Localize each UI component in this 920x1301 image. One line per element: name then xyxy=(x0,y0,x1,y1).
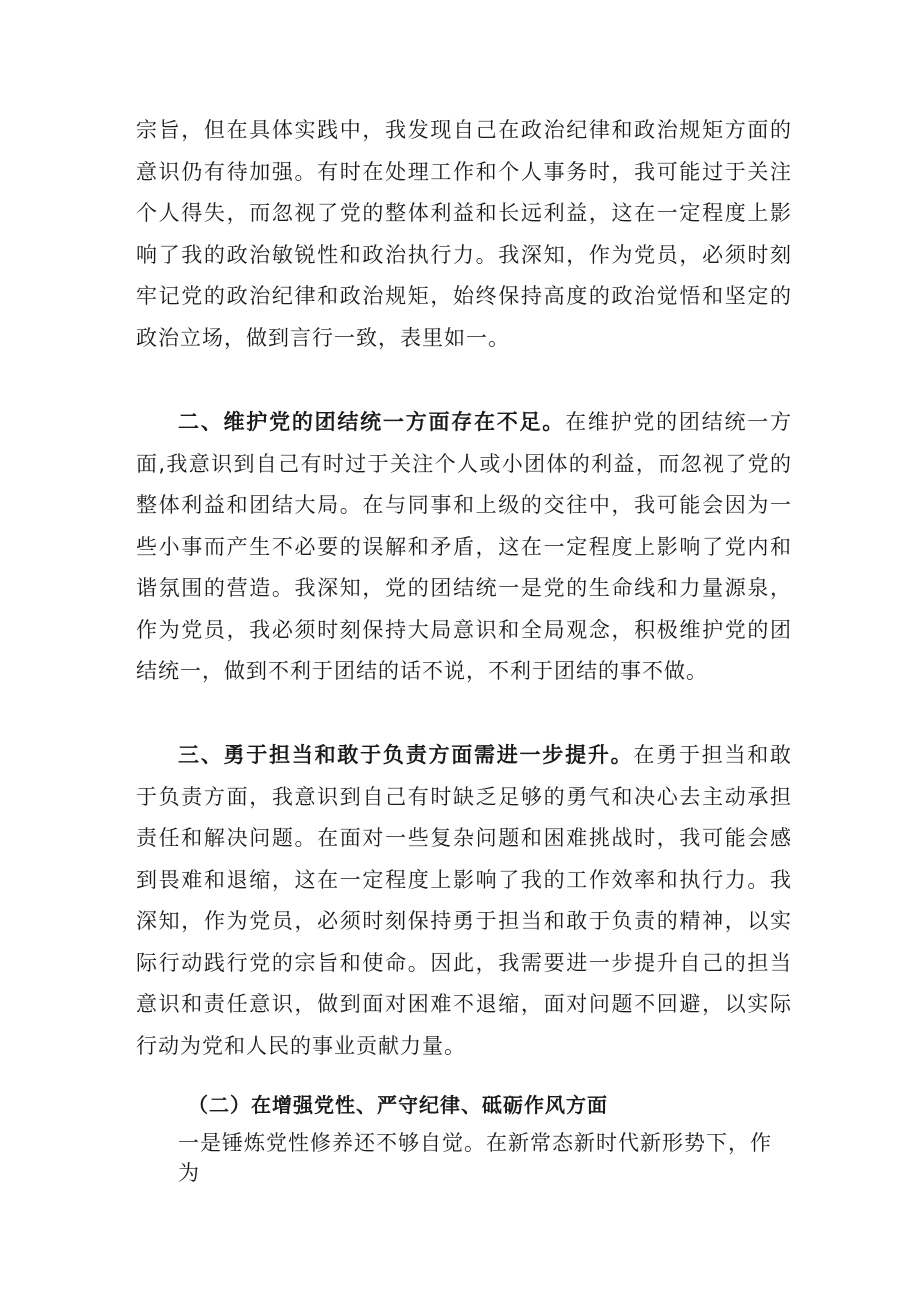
paragraph-2-text: 在维护党的团结统一方面,我意识到自己有时过于关注个人或小团体的利益，而忽视了党的整体利益和团结大局。在与同事和上级的交往中，我可能会因为一些小事而产生不必要的误解和矛盾，这在一定程度上影响了党内和谐氛围的营造。我深知，党的团结统一是党的生命线和力量源泉，作为党员，我必须时刻保持大局意识和全局观念，积极维护党的团结统一，做到不利于团结的话不说，不利于团结的事不做。 xyxy=(136,410,793,683)
paragraph-2 xyxy=(136,402,792,693)
paragraph-3 xyxy=(136,735,792,1067)
paragraph-2-heading: 二、维护党的团结统一方面存在不足。 xyxy=(178,410,566,434)
paragraph-1 xyxy=(136,110,792,359)
paragraph-3-text: 在勇于担当和敢于负责方面，我意识到自己有时缺乏足够的勇气和决心去主动承担责任和解决问题。在面对一些复杂问题和困难挑战时，我可能会感到畏难和退缩，这在一定程度上影响了我的工作效率和执行力。我深知，作为党员，必须时刻保持勇于担当和敢于负责的精神，以实际行动践行党的宗旨和使命。因此，我需要进一步提升自己的担当意识和责任意识，做到面对困难不退缩，面对问题不回避，以实际行动为党和人民的事业贡献力量。 xyxy=(136,743,793,1058)
paragraph-3-heading: 三、勇于担当和敢于负责方面需进一步提升。 xyxy=(178,743,634,767)
last-paragraph: 一是锤炼党性修养还不够自觉。在新常态新时代新形势下，作为 xyxy=(178,1131,772,1185)
paragraph-2-body xyxy=(136,402,792,693)
paragraph-3-body xyxy=(136,735,792,1067)
paragraph-1-text: 宗旨，但在具体实践中，我发现自己在政治纪律和政治规矩方面的意识仍有待加强。有时在处理工作和个人事务时，我可能过于关注个人得失，而忽视了党的整体利益和长远利益，这在一定程度上影响了我的政治敏锐性和政治执行力。我深知，作为党员，必须时刻牢记党的政治纪律和政治规矩，始终保持高度的政治觉悟和坚定的政治立场，做到言行一致，表里如一。 xyxy=(136,118,792,350)
section-heading: （二）在增强党性、严守纪律、砥砺作风方面 xyxy=(188,1093,608,1117)
